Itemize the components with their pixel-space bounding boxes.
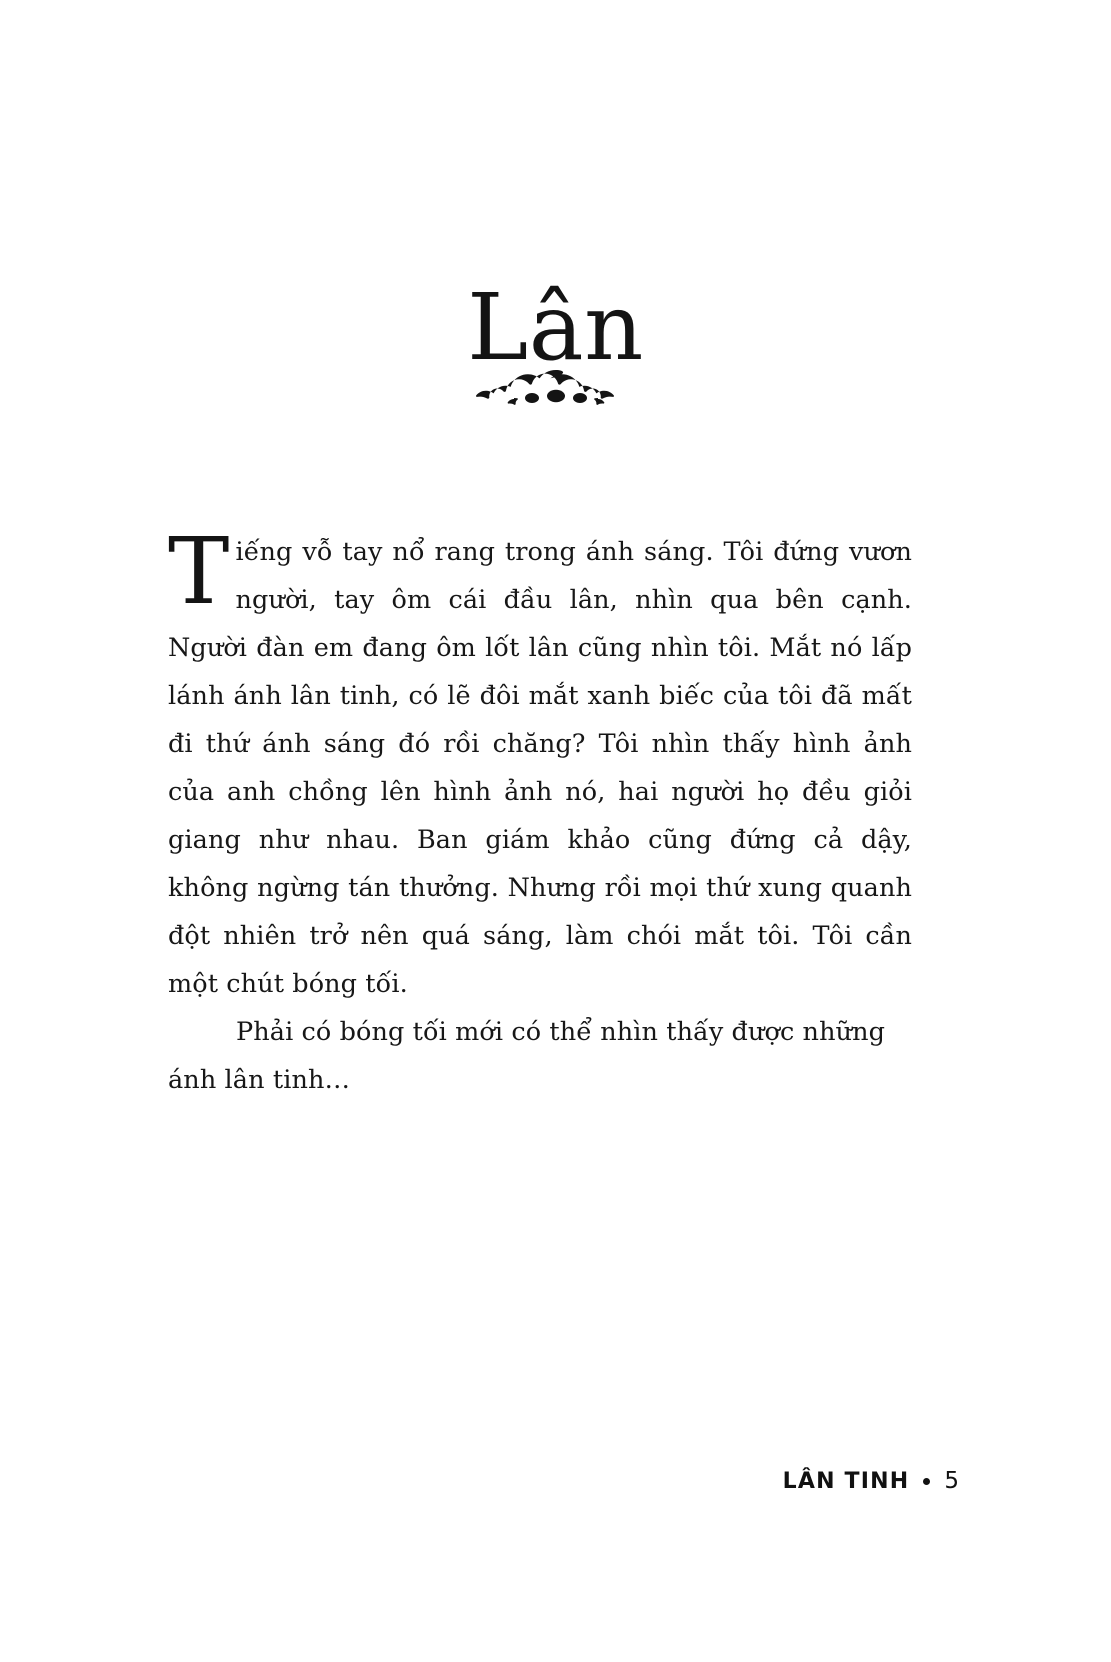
drop-cap: T xyxy=(168,518,230,625)
body-text xyxy=(168,518,912,1104)
footer-separator-dot xyxy=(923,1478,930,1485)
chapter-title: Lân xyxy=(467,273,644,381)
page-footer xyxy=(783,1468,959,1494)
paragraph-1-text: iếng vỗ tay nổ rang trong ánh sáng. Tôi đứng vươn người, tay ôm cái đầu lân, nhìn qua bên cạnh. Người đàn em đang ôm lốt lân cũng nhìn tôi. Mắt nó lấp lánh ánh lân tinh, có lẽ đôi mắt xanh biếc của tôi đã mất đi thứ ánh sáng đó rồi chăng? Tôi nhìn thấy hình ảnh của anh chồng lên hình ảnh nó, hai người họ đều giỏi giang như nhau. Ban giám khảo cũng đứng cả dậy, không ngừng tán thưởng. Nhưng rồi mọi thứ xung quanh đột nhiên trở nên quá sáng, làm chói mắt tôi. Tôi cần một chút bóng tối. xyxy=(168,537,912,999)
page-number: 5 xyxy=(944,1468,959,1494)
footer-book-title: LÂN TINH xyxy=(782,1468,910,1494)
paragraph-2 xyxy=(168,1008,912,1104)
cloud-ornament-icon xyxy=(466,352,646,422)
paragraph-1 xyxy=(168,518,912,1008)
paragraph-2-text: Phải có bóng tối mới có thể nhìn thấy được những ánh lân tinh… xyxy=(168,1017,886,1095)
